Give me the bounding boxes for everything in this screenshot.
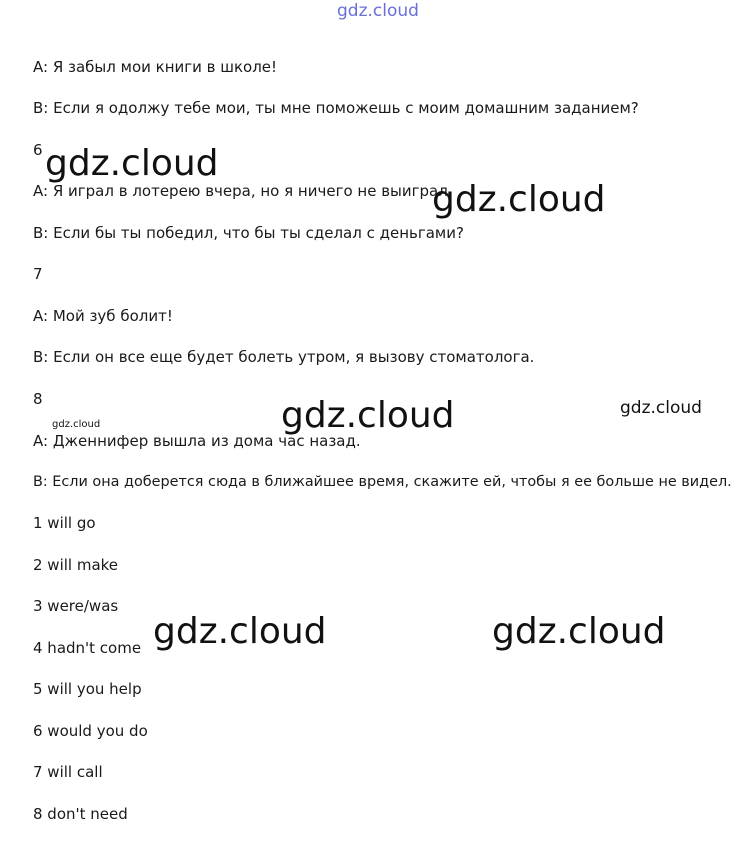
dialogue-line-a-8: A: Дженнифер вышла из дома час назад. — [33, 432, 361, 450]
watermark: gdz.cloud — [52, 419, 101, 430]
answer-6: 6 would you do — [33, 722, 148, 740]
dialogue-line-b-7: B: Если он все еще будет болеть утром, я вызову стоматолога. — [33, 348, 535, 366]
exercise-number-7: 7 — [33, 265, 43, 283]
answer-8: 8 don't need — [33, 805, 128, 823]
watermark: gdz.cloud — [153, 611, 327, 652]
dialogue-line-a-6: A: Я играл в лотерею вчера, но я ничего не выиграл. — [33, 182, 453, 200]
answer-3: 3 were/was — [33, 597, 119, 615]
dialogue-line-b-8: B: Если она доберется сюда в ближайшее время, скажите ей, чтобы я ее больше не видел. — [33, 474, 732, 490]
watermark: gdz.cloud — [281, 395, 455, 436]
exercise-number-6: 6 — [33, 141, 43, 159]
dialogue-line-a-7: A: Мой зуб болит! — [33, 307, 173, 325]
watermark: gdz.cloud — [45, 143, 219, 184]
answer-5: 5 will you help — [33, 680, 142, 698]
watermark: gdz.cloud — [620, 398, 702, 418]
answer-7: 7 will call — [33, 763, 103, 781]
watermark: gdz.cloud — [432, 179, 606, 220]
watermark: gdz.cloud — [492, 611, 666, 652]
dialogue-line-b-5: B: Если я одолжу тебе мои, ты мне поможешь с моим домашним заданием? — [33, 99, 639, 117]
dialogue-line-a-5: A: Я забыл мои книги в школе! — [33, 58, 278, 76]
answer-4: 4 hadn't come — [33, 639, 142, 657]
answer-2: 2 will make — [33, 556, 119, 574]
header-watermark[interactable]: gdz.cloud — [337, 1, 419, 21]
answer-1: 1 will go — [33, 514, 96, 532]
dialogue-line-b-6: B: Если бы ты победил, что бы ты сделал с деньгами? — [33, 224, 464, 242]
exercise-number-8: 8 — [33, 390, 43, 408]
